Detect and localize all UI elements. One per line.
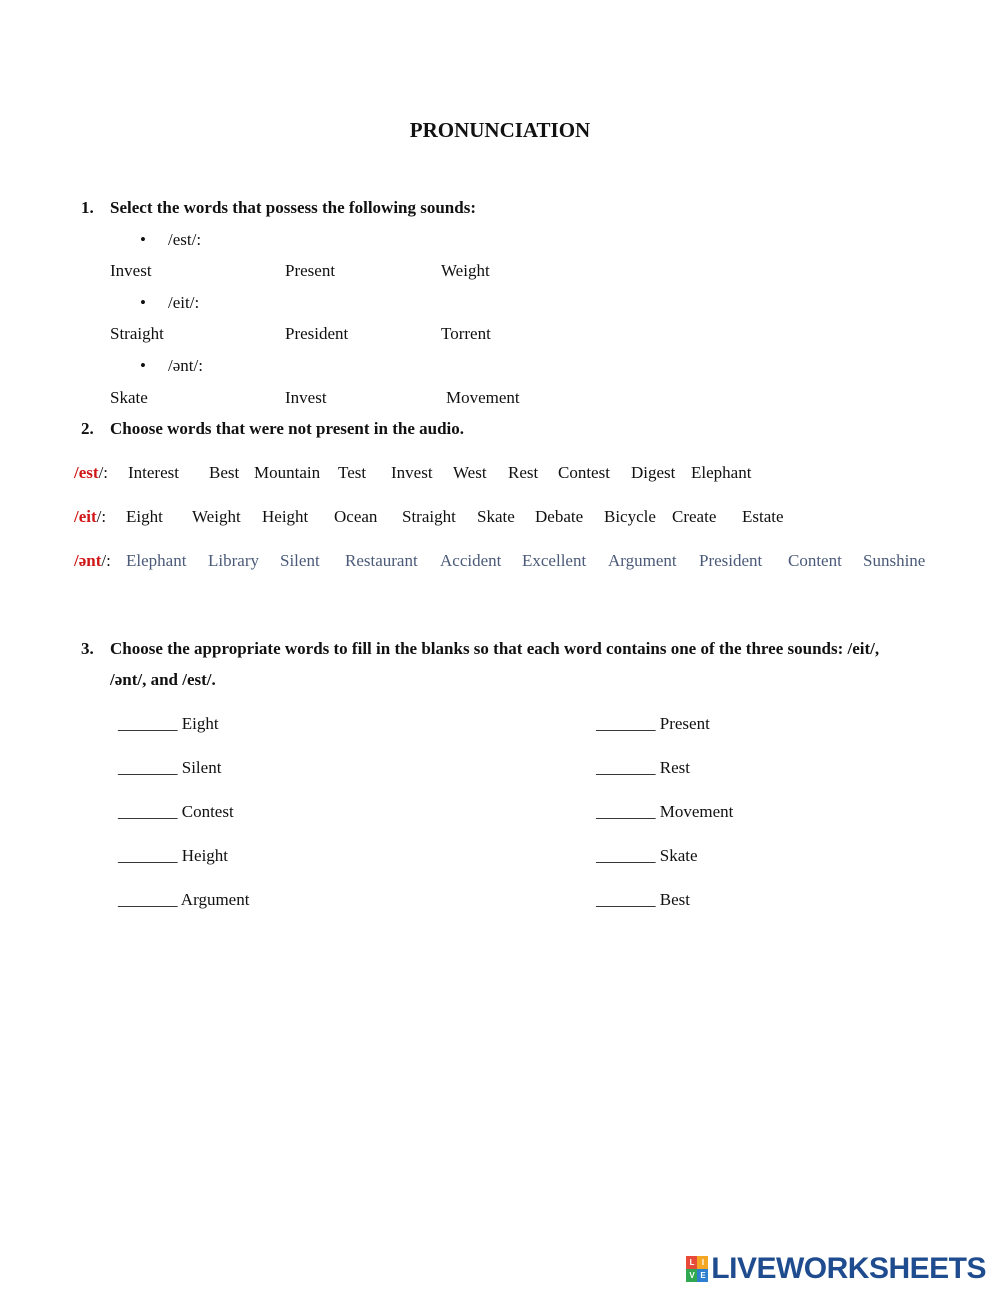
q1-number: 1. <box>81 198 94 217</box>
fill-blank-item[interactable]: _______ Skate <box>596 846 698 865</box>
q2-word[interactable]: Estate <box>742 507 784 526</box>
q2-word[interactable]: Mountain <box>254 463 321 482</box>
q2-word[interactable]: Debate <box>535 507 584 526</box>
q2-word[interactable]: Invest <box>391 463 433 482</box>
q2-word[interactable]: Rest <box>508 463 539 482</box>
fill-blank-item[interactable]: _______ Contest <box>118 802 234 821</box>
q2-word[interactable]: Weight <box>192 507 241 526</box>
q2-word[interactable]: Ocean <box>334 507 378 526</box>
q2-word[interactable]: Interest <box>128 463 179 482</box>
q2-word[interactable]: Best <box>209 463 240 482</box>
q1-word[interactable]: Present <box>285 261 336 280</box>
q2-sound-label-eit: /eit/: <box>74 507 107 526</box>
logo-box-l: L <box>686 1256 697 1269</box>
fill-blank-item[interactable]: _______ Eight <box>118 714 219 733</box>
q2-word[interactable]: Contest <box>558 463 610 482</box>
q1-word[interactable]: Movement <box>446 388 520 407</box>
q2-word[interactable]: Create <box>672 507 717 526</box>
fill-blank-item[interactable]: _______ Height <box>118 846 229 865</box>
q2-word[interactable]: Skate <box>477 507 515 526</box>
brand-name: LIVEWORKSHEETS <box>711 1252 986 1285</box>
q3-number: 3. <box>81 639 94 658</box>
q2-text: Choose words that were not present in the audio. <box>110 419 465 438</box>
page-title: PRONUNCIATION <box>409 118 591 142</box>
q1-sound-est: /est/: <box>168 230 202 249</box>
q2-word[interactable]: Bicycle <box>604 507 656 526</box>
bullet-icon: • <box>140 230 146 249</box>
q1-word[interactable]: Invest <box>285 388 327 407</box>
q2-word[interactable]: Elephant <box>126 551 187 570</box>
fill-blank-item[interactable]: _______ Movement <box>596 802 734 821</box>
q2-word[interactable]: Silent <box>280 551 320 570</box>
q1-sound-eit: /eit/: <box>168 293 200 312</box>
fill-blank-item[interactable]: _______ Argument <box>118 890 250 909</box>
q2-word[interactable]: Argument <box>608 551 677 570</box>
q2-word[interactable]: West <box>453 463 487 482</box>
fill-blank-item[interactable]: _______ Present <box>596 714 710 733</box>
q1-word[interactable]: Straight <box>110 324 164 343</box>
q1-word[interactable]: President <box>285 324 349 343</box>
fill-blank-item[interactable]: _______ Rest <box>596 758 690 777</box>
liveworksheets-logo-icon <box>686 1256 708 1282</box>
q2-word[interactable]: Eight <box>126 507 163 526</box>
q1-text: Select the words that possess the following sounds: <box>110 198 476 217</box>
q2-word[interactable]: Excellent <box>522 551 587 570</box>
q3-text-line1: Choose the appropriate words to fill in the blanks so that each word contains one of the three sounds: /eit/, <box>110 639 880 658</box>
q2-word[interactable]: Restaurant <box>345 551 418 570</box>
q2-number: 2. <box>81 419 94 438</box>
q2-word[interactable]: Content <box>788 551 842 570</box>
q1-word[interactable]: Weight <box>441 261 490 280</box>
q2-sound-label-ent: /ənt/: <box>74 551 111 570</box>
q2-word[interactable]: Straight <box>402 507 456 526</box>
q2-word[interactable]: Sunshine <box>863 551 926 570</box>
q2-word[interactable]: Elephant <box>691 463 752 482</box>
q2-sound-label-est: /est/: <box>74 463 109 482</box>
q2-word[interactable]: President <box>699 551 763 570</box>
q1-word[interactable]: Invest <box>110 261 152 280</box>
bullet-icon: • <box>140 293 146 312</box>
fill-blank-item[interactable]: _______ Silent <box>118 758 222 777</box>
bullet-icon: • <box>140 356 146 375</box>
q2-word[interactable]: Height <box>262 507 309 526</box>
fill-blank-item[interactable]: _______ Best <box>596 890 690 909</box>
logo-box-v: V <box>686 1269 697 1282</box>
logo-box-e: E <box>697 1269 708 1282</box>
liveworksheets-logo <box>686 1252 986 1286</box>
q1-word[interactable]: Skate <box>110 388 148 407</box>
q2-word[interactable]: Digest <box>631 463 676 482</box>
q2-word[interactable]: Accident <box>440 551 502 570</box>
logo-box-i: I <box>697 1256 708 1269</box>
q1-word[interactable]: Torrent <box>441 324 491 343</box>
q2-word[interactable]: Test <box>338 463 367 482</box>
q2-word[interactable]: Library <box>208 551 259 570</box>
q1-sound-ent: /ənt/: <box>168 356 203 375</box>
q3-text-line2: /ənt/, and /est/. <box>110 670 216 689</box>
